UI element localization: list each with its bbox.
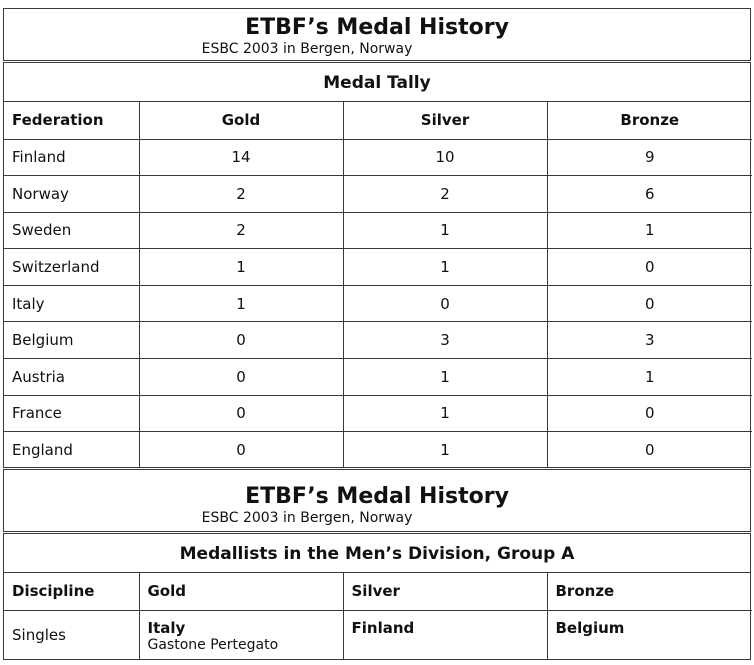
bronze-count: 0 (547, 395, 752, 432)
medallists-table (4, 573, 752, 660)
bronze-count: 1 (547, 212, 752, 249)
gold-count: 1 (139, 249, 343, 286)
silver-country: Finland (351, 618, 415, 637)
medal-tally-table (4, 102, 752, 468)
silver-count: 1 (343, 395, 547, 432)
column-header-bronze: Bronze (547, 102, 752, 139)
table-row (4, 359, 752, 396)
table-row (4, 432, 752, 469)
bronze-country: Belgium (555, 618, 625, 637)
silver-count: 1 (343, 249, 547, 286)
silver-count: 0 (343, 285, 547, 322)
gold-count: 1 (139, 285, 343, 322)
page-subtitle: ESBC 2003 in Bergen, Norway (201, 41, 413, 57)
table-row (4, 249, 752, 286)
column-header-silver: Silver (343, 102, 547, 139)
discipline-cell (4, 610, 139, 660)
table-row (4, 139, 752, 176)
federation-cell: Switzerland (4, 249, 139, 286)
gold-count: 0 (139, 395, 343, 432)
table-header-row (4, 573, 752, 610)
medal-tally-title: Medal Tally (323, 73, 431, 93)
header-block-1 (3, 8, 751, 61)
section-page-title: ETBF’s Medal History (245, 484, 509, 509)
silver-count: 1 (343, 432, 547, 469)
gold-count: 0 (139, 432, 343, 469)
gold-count: 0 (139, 322, 343, 359)
table-row (4, 285, 752, 322)
gold-country: Italy (147, 618, 186, 637)
silver-count: 10 (343, 139, 547, 176)
medallists-title-block (3, 533, 751, 573)
table-row (4, 176, 752, 213)
silver-cell (343, 610, 547, 660)
column-header-gold: Gold (139, 573, 343, 610)
table-row (4, 322, 752, 359)
federation-cell: Austria (4, 359, 139, 396)
table-row (4, 395, 752, 432)
federation-cell: Belgium (4, 322, 139, 359)
section-page-subtitle: ESBC 2003 in Bergen, Norway (201, 510, 413, 526)
federation-cell: Finland (4, 139, 139, 176)
federation-cell: Italy (4, 285, 139, 322)
gold-player: Gastone Pertegato (147, 636, 279, 653)
bronze-count: 6 (547, 176, 752, 213)
gold-count: 14 (139, 139, 343, 176)
bronze-count: 1 (547, 359, 752, 396)
federation-cell: England (4, 432, 139, 469)
gold-count: 2 (139, 176, 343, 213)
page-title: ETBF’s Medal History (245, 15, 509, 40)
bronze-cell (547, 610, 752, 660)
column-header-silver: Silver (343, 573, 547, 610)
column-header-gold: Gold (139, 102, 343, 139)
federation-cell: Sweden (4, 212, 139, 249)
federation-cell: Norway (4, 176, 139, 213)
medal-tally-title-block (3, 62, 751, 102)
silver-count: 1 (343, 212, 547, 249)
column-header-bronze: Bronze (547, 573, 752, 610)
column-header-discipline: Discipline (4, 573, 139, 610)
silver-count: 2 (343, 176, 547, 213)
federation-cell: France (4, 395, 139, 432)
table-row (4, 610, 752, 660)
silver-count: 3 (343, 322, 547, 359)
discipline-label: Singles (12, 626, 66, 645)
gold-cell (139, 610, 343, 660)
bronze-count: 9 (547, 139, 752, 176)
medallists-title: Medallists in the Men’s Division, Group A (179, 544, 575, 564)
table-row (4, 212, 752, 249)
bronze-count: 0 (547, 249, 752, 286)
bronze-count: 0 (547, 432, 752, 469)
gold-count: 0 (139, 359, 343, 396)
header-block-2 (3, 469, 751, 532)
medallists-table-block (3, 572, 751, 660)
medal-tally-table-block (3, 101, 751, 468)
gold-count: 2 (139, 212, 343, 249)
column-header-federation: Federation (4, 102, 139, 139)
table-header-row (4, 102, 752, 139)
silver-count: 1 (343, 359, 547, 396)
bronze-count: 3 (547, 322, 752, 359)
bronze-count: 0 (547, 285, 752, 322)
